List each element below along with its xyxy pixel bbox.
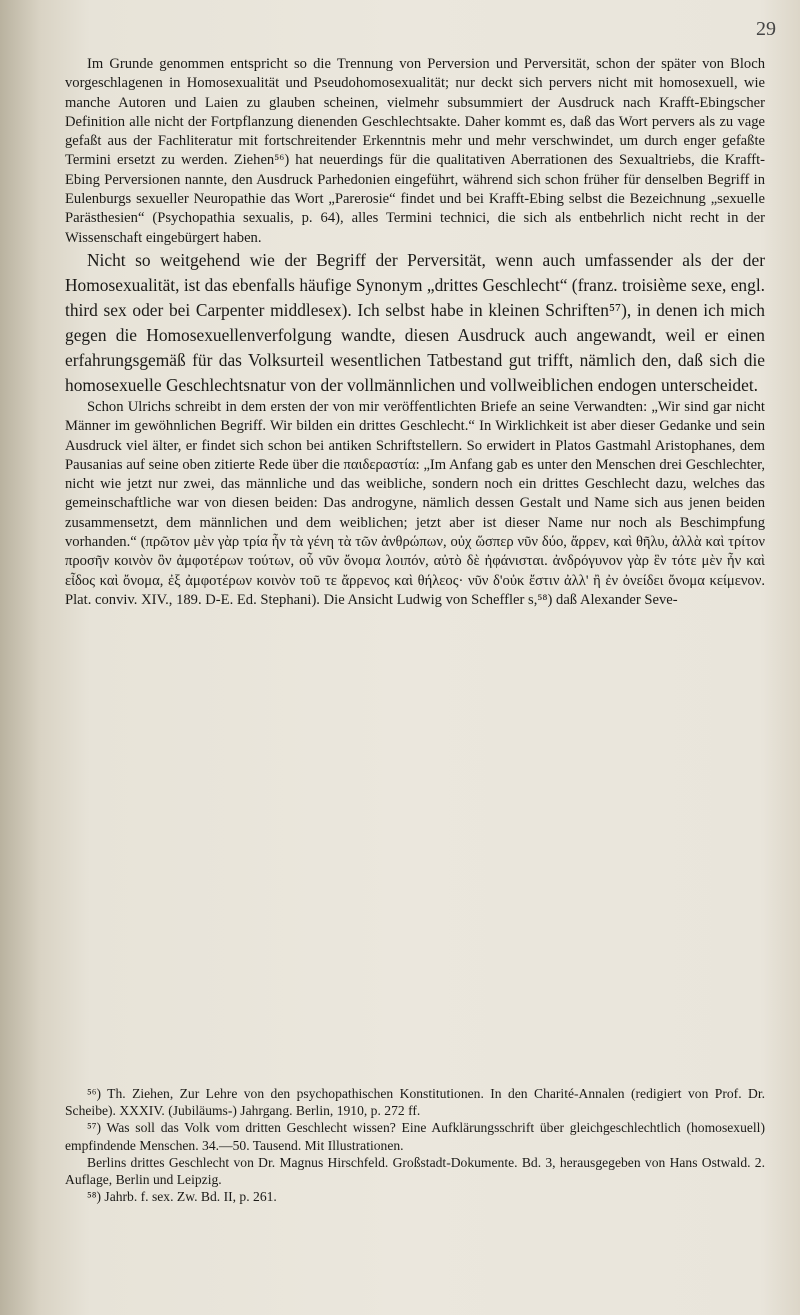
paragraph-2: Nicht so weitgehend wie der Begriff der Perversität, wenn auch umfassender als der der Homosexualität, ist das ebenfalls häufige Synonym „drittes Geschlecht“ (franz. troisième sexe, engl. third sex oder bei Carpenter middlesex). Ich selbst habe in kleinen Schriften⁵⁷), in denen ich mich gegen die Homosexuellenverfolgung wandte, diesen Ausdruck auch angewandt, weil er einen erfahrungsgemäß für das Volksurteil wesentlichen Tatbestand gut trifft, nämlich den, daß sich die homosexuelle Geschlechtsnatur von der vollmännlichen und vollweiblichen endogen unterscheidet. bbox=[65, 249, 765, 395]
footnote-57-continued: Berlins drittes Geschlecht von Dr. Magnus Hirschfeld. Großstadt-Dokumente. Bd. 3, herausgegeben von Hans Ostwald. 2. Auflage, Berlin und Leipzig. bbox=[65, 1154, 765, 1188]
footnote-56: ⁵⁶) Th. Ziehen, Zur Lehre von den psychopathischen Konstitutionen. In den Charité-Annalen (redigiert von Prof. Dr. Scheibe). XXXIV. (Jubiläums-) Jahrgang. Berlin, 1910, p. 272 ff. bbox=[65, 1086, 765, 1119]
footnote-58: ⁵⁸) Jahrb. f. sex. Zw. Bd. II, p. 261. bbox=[87, 1189, 277, 1205]
main-text bbox=[65, 55, 765, 610]
paragraph-3: Schon Ulrichs schreibt in dem ersten der von mir veröffentlichten Briefe an seine Verwandten: „Wir sind gar nicht Männer im gewöhnlichen Begriff. Wir bilden ein drittes Geschlecht.“ In Wirklichkeit ist aber dieser Gedanke und sein Ausdruck viel älter, er findet sich schon bei antiken Schriftstellern. So erwidert in Platos Gastmahl Aristophanes, dem Pausanias auf seine oben zitierte Rede über die παιδεραστία: „Im Anfang gab es unter den Menschen drei Geschlechter, nicht wie jetzt nur zwei, das männliche und das weibliche, sondern noch ein drittes Geschlecht dazu, welches das gemeinschaftliche war von diesen beiden: Das androgyne, nämlich dessen Gestalt und Name sich aus jenen beiden zusammensetzt, dem männlichen und dem weiblichen; jetzt aber ist dieser Name nur noch als Beschimpfung vorhanden.“ (πρῶτον μὲν γὰρ τρία ἦν τὰ γένη τὰ τῶν ἀνθρώπων, οὐχ ὥσπερ νῦν δύο, ἄρρεν, καὶ θῆλυ, ἀλλὰ καὶ τρίτον προσῆν κοινὸν ὂν ἀμφοτέρων τούτων, οὗ νῦν ὄνομα λοιπόν, αὐτὸ δὲ ἠφάνισται. ἀνδρόγυνον γὰρ ἓν τότε μὲν ἦν καὶ εἶδος καὶ ὄνομα, ἐξ ἀμφοτέρων κοινὸν τοῦ τε ἄρρενος καὶ θήλεος· νῦν δ'οὐκ ἔστιν ἀλλ' ἢ ἐν ὀνείδει ὄνομα κείμενον. Plat. conviv. XIV., 189. D-E. Ed. Stephani). Die Ansicht Ludwig von Scheffler s,⁵⁸) daß Alexander Seve- bbox=[65, 398, 765, 608]
footnote-57: ⁵⁷) Was soll das Volk vom dritten Geschlecht wissen? Eine Aufklärungsschrift über gleichgeschlechtlich (homosexuell) empfindende Menschen. 34.—50. Tausend. Mit Illustrationen. bbox=[65, 1120, 765, 1153]
footnotes bbox=[65, 1085, 765, 1205]
page-number: 29 bbox=[756, 18, 776, 40]
paragraph-1: Im Grunde genommen entspricht so die Trennung von Perversion und Perversität, schon der später von Bloch vorgeschlagenen in Homosexualität und Pseudohomosexualität; nur deckt sich pervers nicht mit homosexuell, wie manche Autoren und Laien zu glauben scheinen, vielmehr subsummiert der Ausdruck nach Krafft-Ebingscher Definition alle nicht der Fortpflanzung dienenden Geschlechtsakte. Daher kommt es, daß das Wort pervers als zu vage gefaßt aus der Fachliteratur mit fortschreitender Erkenntnis mehr und mehr verschwindet, um durch enger gefaßte Termini ersetzt zu werden. Ziehen⁵⁶) hat neuerdings für die qualitativen Aberrationen des Sexualtriebs, die Krafft-Ebing Perversionen nannte, den Ausdruck Parhedonien eingeführt, während sich schon früher für denselben Begriff in Eulenburgs sexueller Neuropathie das Wort „Parerosie“ findet und bei Krafft-Ebing selbst die Bezeichnung „sexuelle Parästhesien“ (Psychopathia sexualis, p. 64), alles Termini technici, die sich als entbehrlich nicht recht in der Wissenschaft eingebürgert haben. bbox=[65, 56, 765, 246]
